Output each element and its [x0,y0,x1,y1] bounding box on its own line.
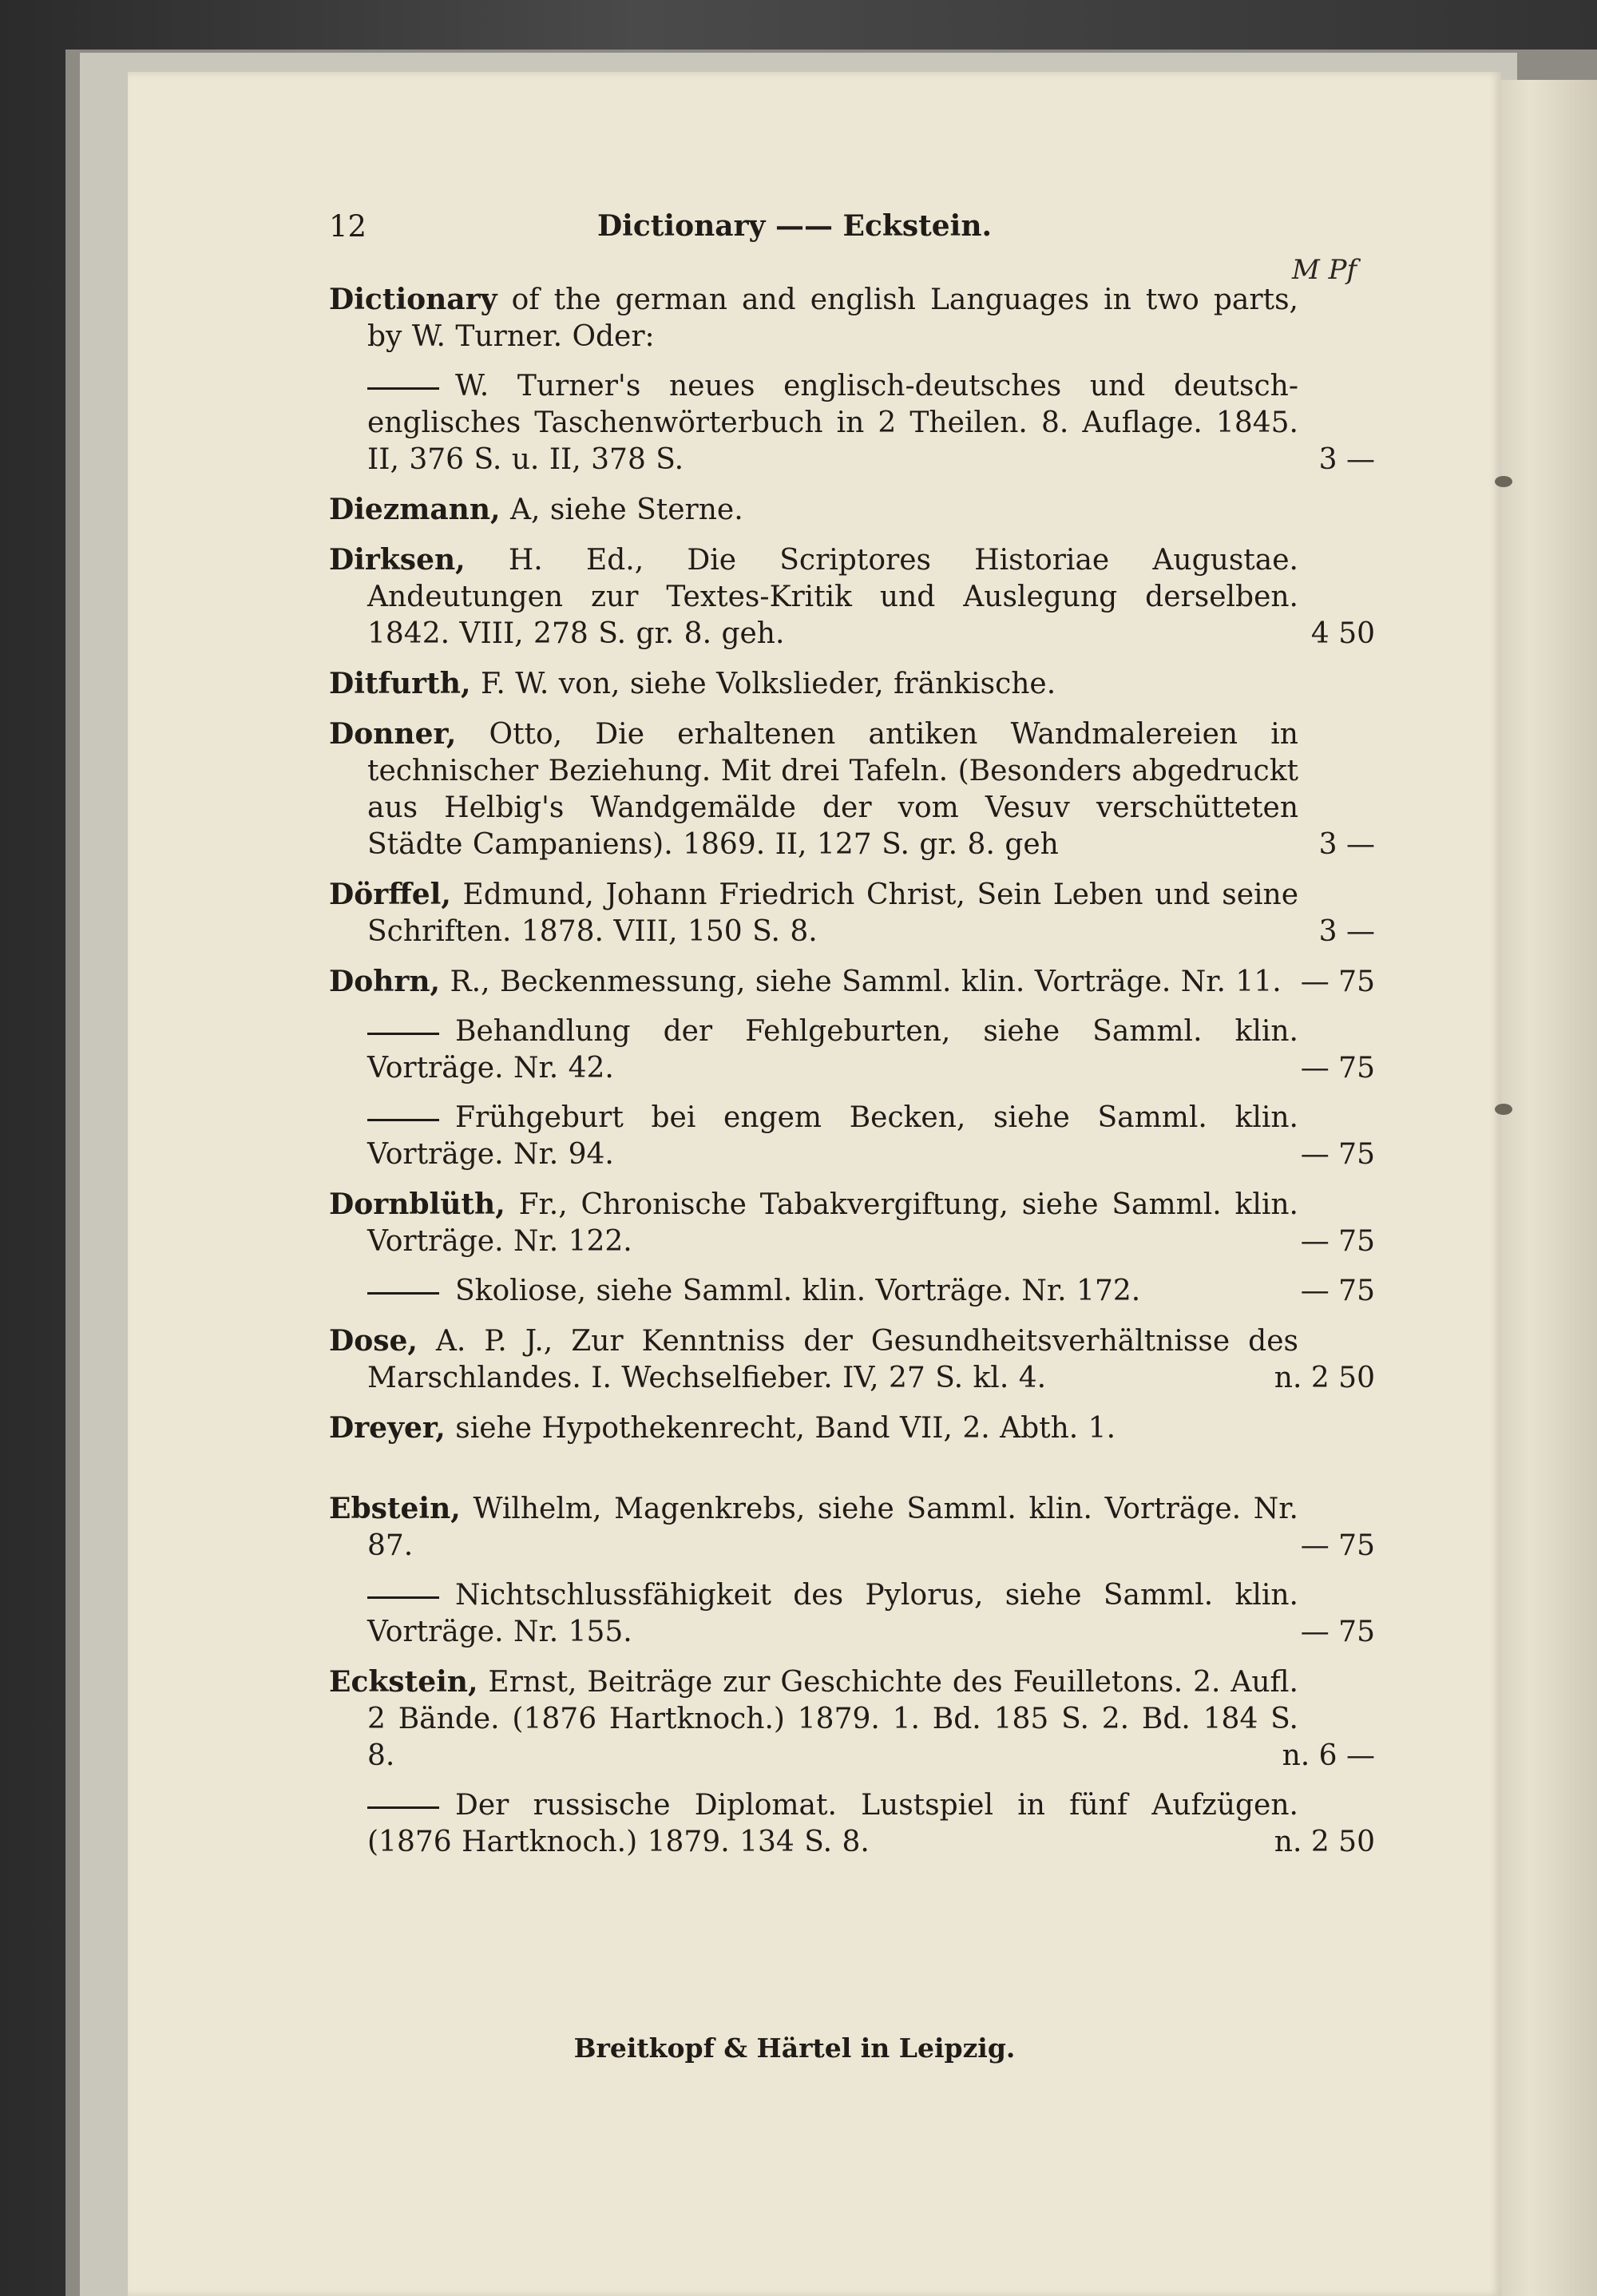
catalog-subentry [329,1273,1375,1310]
catalog-entry [329,876,1375,950]
entry-description: Der russische Diplomat. Lustspiel in fünf Aufzügen. (1876 Hartknoch.) 1879. 134 S. 8. [367,1789,1298,1858]
catalog-entry [329,1664,1375,1775]
entry-description: Behandlung der Fehlgeburten, siehe Samml. klin. Vorträge. Nr. 42. [367,1015,1298,1085]
entry-description: W. Turner's neues englisch-deutsches und deutsch-englisches Taschenwörterbuch in 2 Theilen. 8. Auflage. 1845. II, 376 S. u. II, 378 S. [367,370,1298,476]
entry-author: Ditfurth, [329,667,471,700]
entry-author: Diezmann, [329,493,501,526]
entry-price: — 75 [1300,1225,1375,1258]
catalog-entry [329,541,1375,652]
next-page-edge [1501,80,1597,2296]
catalog-subentry [329,1577,1375,1651]
entry-author: Ebstein, [329,1492,461,1525]
entry-price: — 75 [1300,1052,1375,1085]
catalog-entry [329,665,1375,703]
entry-text [329,1013,1298,1087]
entry-price: — 75 [1300,1138,1375,1171]
entry-text [329,1100,1298,1173]
page-header [329,209,1260,249]
catalog-subentry [329,1013,1375,1087]
entry-price: 4 50 [1310,617,1375,650]
entry-price: 3 — [1318,828,1375,861]
entry-text [329,1186,1298,1260]
entry-text [329,963,1298,1001]
ditto-dash [367,1119,439,1121]
entry-description: Ernst, Beiträge zur Geschichte des Feuilletons. 2. Aufl. 2 Bände. (1876 Hartknoch.) 1879. 1. Bd. 185 S. 2. Bd. 184 S. 8. [367,1666,1298,1772]
entry-description: A, siehe Sterne. [500,494,743,526]
catalog-entry [329,1186,1375,1260]
entry-description: Skoliose, siehe Samml. klin. Vorträge. Nr. 172. [455,1275,1141,1307]
entry-author: Dirksen, [329,543,466,577]
entry-author: Donner, [329,717,457,751]
entry-text [329,1410,1298,1447]
ditto-dash [367,1033,439,1035]
catalog-entry [329,1322,1375,1397]
entry-text [329,665,1298,703]
entry-text [329,1490,1298,1564]
catalog-entry [329,491,1375,529]
entry-price: n. 6 — [1282,1739,1375,1772]
entry-text [329,1322,1298,1397]
entry-description: Wilhelm, Magenkrebs, siehe Samml. klin. Vorträge. Nr. 87. [367,1493,1298,1562]
catalog-subentry [329,368,1375,478]
entry-text [329,716,1298,863]
entry-price: — 75 [1300,966,1375,998]
catalog-entry [329,716,1375,863]
catalog-entry [329,1490,1375,1564]
entry-description: A. P. J., Zur Kenntniss der Gesundheitsverhältnisse des Marschlandes. I. Wechselfieber. IV, 27 S. kl. 4. [367,1325,1298,1394]
entry-price: n. 2 50 [1274,1362,1375,1394]
binding-mark [1495,1104,1512,1115]
entry-author: Dose, [329,1324,418,1358]
entry-price: — 75 [1300,1275,1375,1307]
catalog-subentry [329,1787,1375,1861]
ditto-dash [367,1292,439,1295]
catalog-entries [329,281,1375,1874]
catalog-entry [329,963,1375,1001]
catalog-entry [329,281,1375,355]
entry-description: H. Ed., Die Scriptores Historiae Augustae. Andeutungen zur Textes-Kritik und Auslegung derselben. 1842. VIII, 278 S. gr. 8. geh. [367,544,1298,650]
entry-text [329,876,1298,950]
entry-price: — 75 [1300,1529,1375,1562]
catalog-subentry [329,1100,1375,1173]
entry-description: Frühgeburt bei engem Becken, siehe Samml. klin. Vorträge. Nr. 94. [367,1101,1298,1171]
entry-description: R., Beckenmessung, siehe Samml. klin. Vorträge. Nr. 11. [440,966,1282,998]
running-head: Dictionary —— Eckstein. [596,209,993,243]
ditto-dash [367,387,439,390]
binding-mark [1495,476,1512,487]
entry-text [329,1664,1298,1775]
currency-header: M Pf [1292,254,1357,286]
entry-price: 3 — [1318,915,1375,948]
entry-description: F. W. von, siehe Volkslieder, fränkische. [470,668,1056,700]
entry-author: Dörffel, [329,878,451,911]
ditto-dash [367,1596,439,1599]
entry-description: Fr., Chronische Tabakvergiftung, siehe Samml. klin. Vorträge. Nr. 122. [367,1188,1298,1258]
entry-description: siehe Hypothekenrecht, Band VII, 2. Abth. 1. [445,1412,1116,1445]
ditto-dash [367,1806,439,1809]
entry-price: 3 — [1318,443,1375,476]
entry-text [329,368,1298,478]
catalog-entry [329,1410,1375,1447]
entry-description: of the german and english Languages in two parts, by W. Turner. Oder: [367,284,1298,353]
entry-author: Dreyer, [329,1411,446,1445]
entry-price: n. 2 50 [1274,1826,1375,1858]
entry-text [329,1273,1298,1310]
entry-text [329,1577,1298,1651]
entry-text [329,281,1298,355]
entry-author: Dictionary [329,283,497,316]
entry-author: Dornblüth, [329,1188,505,1221]
page-number: 12 [329,209,367,244]
entry-description: Edmund, Johann Friedrich Christ, Sein Leben und seine Schriften. 1878. VIII, 150 S. 8. [367,878,1298,948]
entry-description: Otto, Die erhaltenen antiken Wandmalereien in technischer Beziehung. Mit drei Tafeln. (Besonders abgedruckt aus Helbig's Wandgemälde der vom Vesuv verschütteten Städte Campaniens). 1869. II, 127 S. gr. 8. geh [367,718,1298,861]
entry-text [329,541,1298,652]
entry-author: Eckstein, [329,1665,478,1699]
entry-description: Nichtschlussfähigkeit des Pylorus, siehe Samml. klin. Vorträge. Nr. 155. [367,1579,1298,1648]
publisher-footer: Breitkopf & Härtel in Leipzig. [573,2032,1016,2064]
entry-price: — 75 [1300,1616,1375,1648]
entry-author: Dohrn, [329,965,441,998]
entry-text [329,491,1298,529]
entry-text [329,1787,1298,1861]
